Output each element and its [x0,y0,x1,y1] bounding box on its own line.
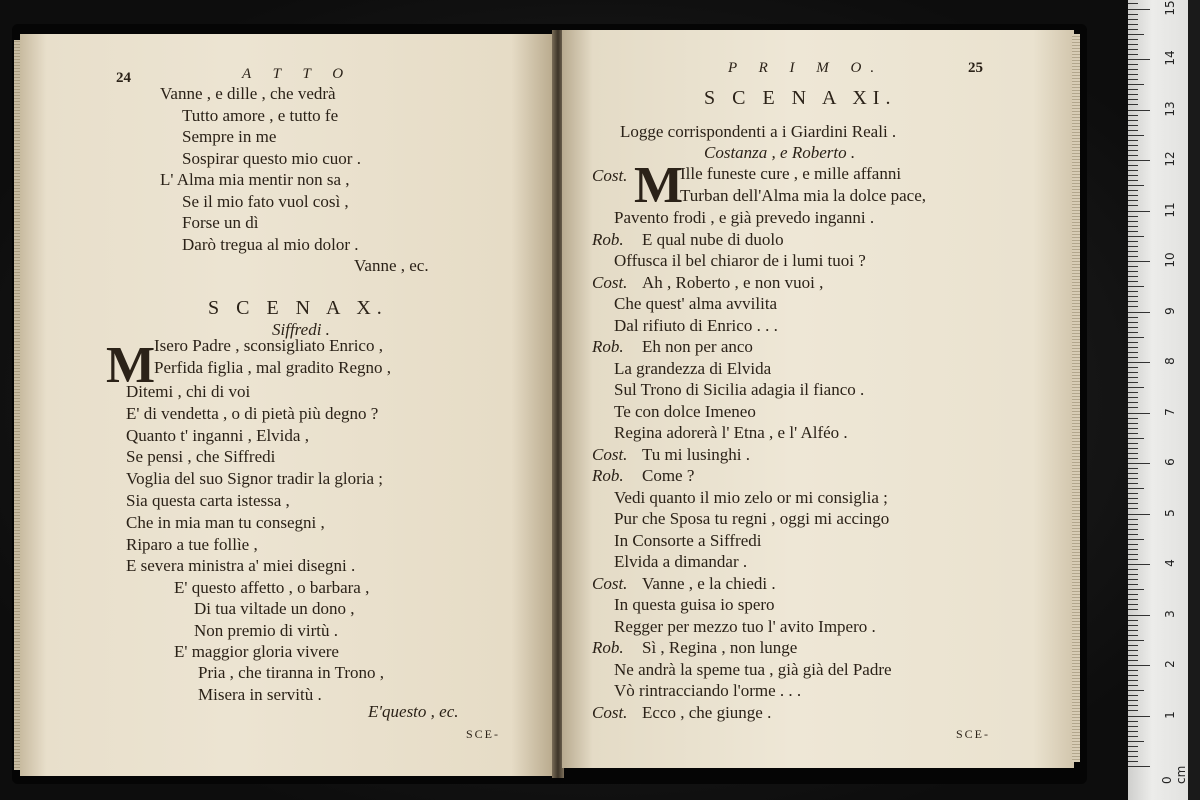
ruler-tick [1128,655,1138,656]
ruler-tick [1128,594,1138,595]
ruler-unit-label: 0 cm [1160,765,1188,784]
ruler-tick [1128,438,1144,439]
ruler-tick [1128,741,1144,742]
dialogue-line: Pavento frodi , e già prevedo inganni . [614,208,875,227]
ruler-tick [1128,256,1138,257]
ruler-tick [1128,630,1138,631]
ruler-tick [1128,524,1138,525]
ruler-tick [1128,342,1138,343]
verse-line: L' Alma mia mentir non sa , [160,170,350,189]
ruler-tick [1128,463,1150,464]
speaker-label: Rob. [592,466,624,485]
ruler-number: 9 [1163,306,1177,315]
ruler-tick [1128,145,1138,146]
monologue-line: Riparo a tue follìe , [126,534,258,554]
ruler-tick [1128,377,1138,378]
monologue-line: Che in mia man tu consegni , [126,512,325,532]
ruler-tick [1128,665,1150,666]
ruler-number: 1 [1163,710,1177,719]
dialogue-line: Sì , Regina , non lunge [642,638,798,657]
dialogue-line: Tu mi lusinghi . [642,444,751,464]
speaker-label: Cost. [592,702,628,722]
ruler-tick [1128,640,1144,641]
left-catchword: SCE- [466,727,501,741]
verse-line: Darò tregua al mio dolor . [182,234,359,254]
dialogue-line: Come ? [642,466,695,485]
ruler-tick [1128,766,1150,767]
right-page [562,30,1074,768]
ruler-tick [1128,423,1138,424]
ruler-tick [1128,226,1138,227]
page-edges-right [1072,34,1080,762]
ruler-number: 8 [1163,357,1177,365]
ruler-tick [1128,498,1138,499]
ruler-tick [1128,84,1144,85]
left-scene-character: Siffredi . [272,320,330,339]
ruler-tick [1128,99,1138,100]
ruler-tick [1128,554,1138,555]
ruler-tick [1128,443,1138,444]
ruler-tick [1128,59,1150,60]
ruler-tick [1128,104,1138,105]
ruler-tick [1128,559,1138,560]
ruler-tick [1128,473,1138,474]
ruler-tick [1128,115,1138,116]
ruler-number: 7 [1163,407,1177,416]
aria-line: Di tua viltade un dono , [194,599,355,619]
dialogue-line: Pur che Sposa tu regni , oggi mi accingo [614,509,890,528]
ruler-number: 4 [1163,559,1177,567]
ruler-tick [1128,317,1138,318]
monologue-line: Perfida figlia , mal gradito Regno , [154,358,391,377]
ruler-tick [1128,397,1138,398]
ruler-tick [1128,266,1138,267]
aria-line: Misera in servitù . [198,684,322,704]
ruler-tick [1128,241,1138,242]
ruler-tick [1128,271,1138,272]
dialogue-line: Ne andrà la speme tua , già già del Padre [614,659,892,679]
ruler-tick [1128,761,1138,762]
dialogue-line: Vò rintracciando l'orme . . . [614,681,802,700]
ruler-tick [1128,180,1138,181]
right-page-number: 25 [968,60,983,76]
ruler-tick [1128,89,1138,90]
ruler-tick [1128,337,1144,338]
ruler-tick [1128,135,1144,136]
left-page-number: 24 [116,70,131,86]
dialogue-line: In questa guisa io spero [614,595,775,614]
ruler-tick [1128,231,1138,232]
ruler-tick [1128,387,1144,388]
verse-line: Tutto amore , e tutto fe [182,105,339,125]
dialogue-line: Turban dell'Alma mia la dolce pace, [680,186,927,205]
ruler-tick [1128,690,1144,691]
aria-line: E' maggior gloria vivere [174,641,339,661]
ruler-tick [1128,635,1138,636]
ruler-tick [1128,120,1138,121]
ruler-tick [1128,211,1150,212]
ruler-tick [1128,508,1138,509]
dialogue-line: Regger per mezzo tuo l' avito Impero . [614,616,876,636]
ruler-tick [1128,130,1138,131]
ruler-tick [1128,34,1144,35]
ruler-tick [1128,453,1138,454]
ruler-tick [1128,579,1138,580]
monologue-line: E' di vendetta , o di pietà più degno ? [126,403,379,423]
ruler-tick [1128,332,1138,333]
verse-line: Vanne , e dille , che vedrà [160,84,336,103]
ruler-tick [1128,296,1138,297]
ruler-tick [1128,221,1138,222]
ruler-tick [1128,448,1138,449]
dialogue-line: La grandezza di Elvida [614,358,772,378]
ruler-tick [1128,675,1138,676]
right-characters: Costanza , e Roberto . [704,143,856,162]
speaker-label: Cost. [592,444,628,464]
ruler-tick [1128,721,1138,722]
ruler-tick [1128,110,1150,111]
ruler-number: 13 [1163,100,1177,117]
speaker-label: Cost. [592,573,628,593]
dialogue-line: Eh non per anco [642,337,753,356]
dialogue-line: In Consorte a Siffredi [614,530,762,550]
ruler-tick [1128,751,1138,752]
left-drop-cap: M [106,337,156,394]
speaker-label: Rob. [592,337,624,356]
ruler-tick [1128,291,1138,292]
ruler-number: 10 [1163,252,1177,268]
ruler-tick [1128,281,1138,282]
verse-line: Sospirar questo mio cuor . [182,148,361,168]
right-first-speaker: Cost. [592,166,628,185]
measuring-ruler [1128,0,1188,800]
ruler-tick [1128,574,1138,575]
dialogue-line: Elvida a dimandar . [614,552,748,571]
ruler-tick [1128,155,1138,156]
ruler-tick [1128,620,1138,621]
ruler-number: 12 [1163,151,1177,167]
speaker-label: Cost. [592,272,628,292]
ruler-tick [1128,24,1138,25]
monologue-line: E severa ministra a' miei disegni . [126,556,356,576]
dialogue-line: Vedi quanto il mio zelo or mi consiglia ; [614,487,888,507]
speaker-label: Rob. [592,229,624,249]
ruler-tick [1128,407,1138,408]
ruler-tick [1128,705,1138,706]
ruler-tick [1128,94,1138,95]
ruler-tick [1128,529,1138,530]
ruler-tick [1128,402,1138,403]
ruler-tick [1128,29,1138,30]
ruler-tick [1128,589,1144,590]
ruler-tick [1128,372,1138,373]
ruler-tick [1128,549,1138,550]
ruler-number: 14 [1163,50,1177,66]
ruler-tick [1128,392,1138,393]
ruler-tick [1128,478,1138,479]
right-catchword: SCE- [956,727,991,741]
ruler-tick [1128,195,1138,196]
ruler-tick [1128,382,1138,383]
ruler-tick [1128,367,1138,368]
ruler-tick [1128,150,1138,151]
right-setting: Logge corrispondenti a i Giardini Reali . [620,122,897,141]
ruler-tick [1128,726,1138,727]
aria-line: Non premio di virtù . [194,620,339,640]
ruler-number: 5 [1163,508,1177,517]
ruler-tick [1128,413,1150,414]
monologue-line: Ditemi , chi di voi [126,382,251,401]
ruler-tick [1128,276,1138,277]
ruler-tick [1128,564,1150,565]
ruler-tick [1128,584,1138,585]
ruler-tick [1128,488,1144,489]
ruler-tick [1128,286,1144,287]
ruler-tick [1128,327,1138,328]
ruler-tick [1128,609,1138,610]
ruler-tick [1128,685,1138,686]
right-running-head: P R I M O. [728,60,884,76]
ruler-tick [1128,125,1138,126]
ruler-tick [1128,418,1138,419]
ruler-tick [1128,599,1138,600]
dialogue-line: Offusca il bel chiaror de i lumi tuoi ? [614,251,866,270]
ruler-tick [1128,362,1150,363]
dialogue-line: Vanne , e la chiedi . [642,573,776,593]
ruler-tick [1128,44,1138,45]
ruler-tick [1128,39,1138,40]
dialogue-line: Ecco , che giunge . [642,702,772,722]
ruler-tick [1128,205,1138,206]
ruler-tick [1128,650,1138,651]
ruler-tick [1128,74,1138,75]
right-scene-title: S C E N A XI. [704,87,897,109]
right-drop-cap: M [634,157,684,214]
ruler-tick [1128,519,1138,520]
ruler-tick [1128,695,1138,696]
monologue-line: Isero Padre , sconsigliato Enrico , [154,336,383,355]
ruler-tick [1128,660,1138,661]
ruler-number: 3 [1163,609,1177,618]
ruler-tick [1128,483,1138,484]
monologue-line: Se pensi , che Siffredi [126,447,276,467]
left-page [20,34,554,776]
ruler-tick [1128,165,1138,166]
ruler-tick [1128,312,1150,313]
ruler-tick [1128,14,1138,15]
ruler-tick [1128,544,1138,545]
ruler-number: 15 [1163,0,1177,16]
ruler-tick [1128,306,1138,307]
ruler-tick [1128,710,1138,711]
dialogue-line: Dal rifiuto di Enrico . . . [614,315,778,335]
ruler-tick [1128,49,1138,50]
ruler-number: 6 [1163,458,1177,466]
ruler-tick [1128,347,1138,348]
ruler-tick [1128,251,1138,252]
left-scene-title: S C E N A X. [208,297,388,319]
ruler-tick [1128,700,1138,701]
ruler-edge [1188,0,1200,800]
dialogue-line: Regina adorerà l' Etna , e l' Alféo . [614,423,848,442]
ruler-tick [1128,236,1144,237]
speaker-label: Rob. [592,638,624,657]
ruler-tick [1128,746,1138,747]
left-running-head: A T T O [242,66,353,82]
ruler-tick [1128,534,1138,535]
ruler-tick [1128,301,1138,302]
ruler-tick [1128,756,1138,757]
monologue-line: Quanto t' inganni , Elvida , [126,425,309,445]
aria-line: E' questo affetto , o barbara , [174,578,370,597]
verse-line: Sempre in me [182,127,277,146]
ruler-tick [1128,357,1138,358]
ruler-tick [1128,731,1138,732]
ruler-tick [1128,428,1138,429]
ruler-tick [1128,569,1138,570]
ruler-tick [1128,190,1138,191]
ruler-tick [1128,604,1138,605]
ruler-tick [1128,458,1138,459]
dialogue-line: Sul Trono di Sicilia adagia il fianco . [614,380,865,399]
ruler-tick [1128,615,1150,616]
dialogue-line: Ah , Roberto , e non vuoi , [642,272,824,292]
ruler-tick [1128,514,1150,515]
ruler-tick [1128,539,1144,540]
ruler-tick [1128,200,1138,201]
ruler-tick [1128,261,1150,262]
ruler-number: 2 [1163,660,1177,668]
ruler-tick [1128,3,1138,4]
ruler-tick [1128,246,1138,247]
ruler-tick [1128,322,1138,323]
ruler-tick [1128,352,1138,353]
ruler-tick [1128,19,1138,20]
verse-line: Se il mio fato vuol così , [182,191,349,211]
ruler-tick [1128,185,1144,186]
ruler-tick [1128,140,1138,141]
left-aria-end: E'questo , ec. [368,702,459,721]
ruler-tick [1128,170,1138,171]
ruler-tick [1128,625,1138,626]
verse-line: Vanne , ec. [354,256,429,275]
aria-line: Pria , che tiranna in Trono , [198,663,385,683]
ruler-tick [1128,503,1138,504]
ruler-tick [1128,216,1138,217]
ruler-tick [1128,433,1138,434]
dialogue-line: Ille funeste cure , e mille affanni [680,164,902,183]
ruler-number: 11 [1163,201,1177,218]
monologue-line: Sia questa carta istessa , [126,491,290,510]
dialogue-line: E qual nube di duolo [642,229,784,249]
ruler-tick [1128,468,1138,469]
ruler-tick [1128,54,1138,55]
ruler-tick [1128,645,1138,646]
verse-line: Forse un dì [182,213,259,232]
ruler-tick [1128,680,1138,681]
ruler-tick [1128,670,1138,671]
ruler-tick [1128,736,1138,737]
ruler-tick [1128,69,1138,70]
ruler-tick [1128,9,1150,10]
dialogue-line: Te con dolce Imeneo [614,401,756,421]
dialogue-line: Che quest' alma avvilita [614,294,778,313]
ruler-tick [1128,175,1138,176]
ruler-tick [1128,493,1138,494]
monologue-line: Voglia del suo Signor tradir la gloria ; [126,469,384,489]
ruler-tick [1128,64,1138,65]
ruler-tick [1128,160,1150,161]
ruler-tick [1128,716,1150,717]
ruler-tick [1128,79,1138,80]
